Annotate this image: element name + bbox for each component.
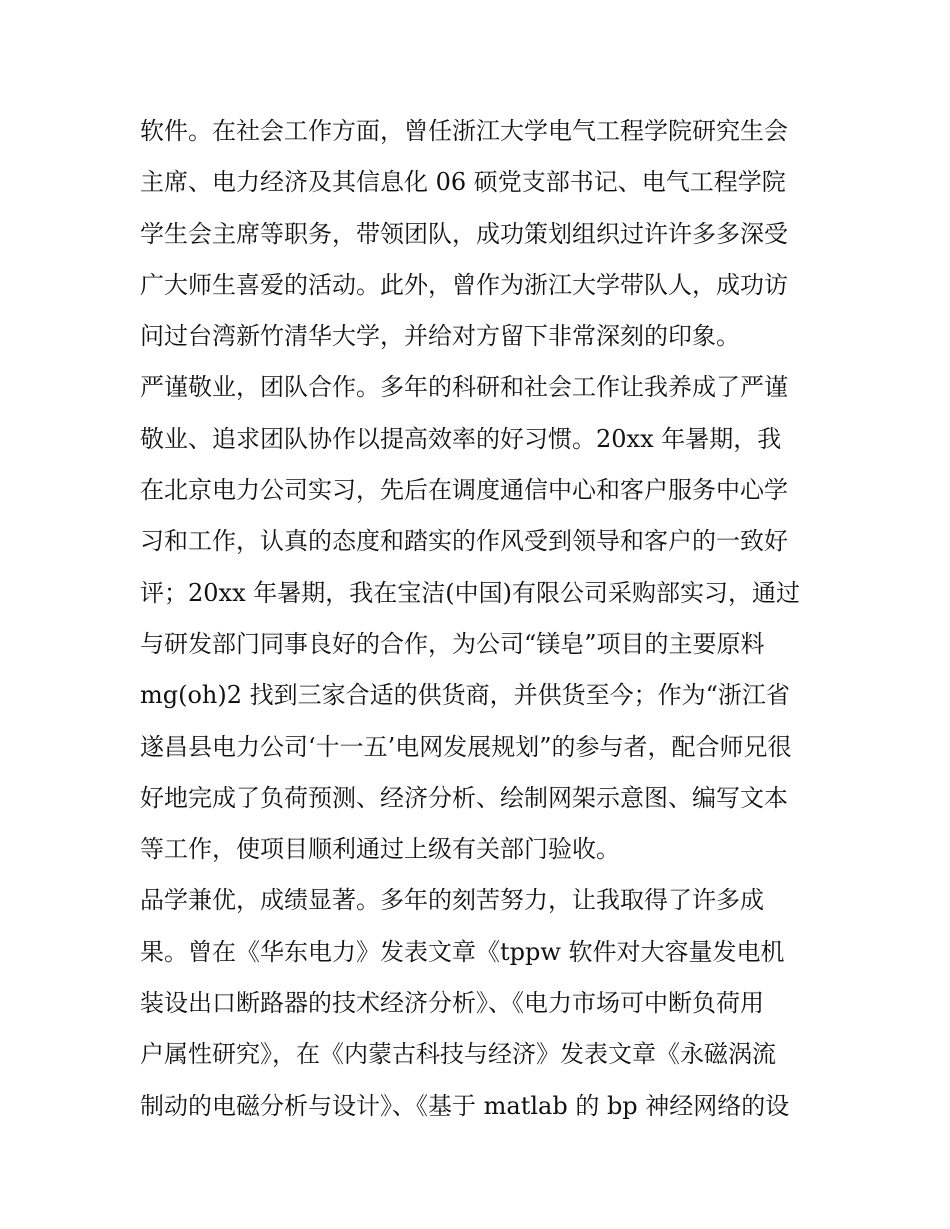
text-line: 主席、电力经济及其信息化 06 硕党支部书记、电气工程学院 [140, 168, 786, 197]
text-line: 品学兼优，成绩显著。多年的刻苦努力，让我取得了许多成 [140, 886, 764, 915]
text-line: 严谨敬业，团队合作。多年的科研和社会工作让我养成了严谨 [140, 373, 788, 402]
text-line: 户属性研究》，在《内蒙古科技与经济》发表文章《永磁涡流 [140, 1040, 776, 1069]
text-line: 软件。在社会工作方面，曾任浙江大学电气工程学院研究生会 [140, 117, 788, 145]
text-line: 装设出口断路器的技术经济分析》、《电力市场可中断负荷用 [140, 989, 764, 1018]
text-line: 学生会主席等职务，带领团队，成功策划组织过许许多多深受 [140, 219, 788, 248]
text-line: mg(oh)2 找到三家合适的供货商，并供货至今；作为“浙江省 [140, 681, 790, 710]
text-line: 等工作，使项目顺利通过上级有关部门验收。 [140, 835, 620, 864]
text-line: 在北京电力公司实习，先后在调度通信中心和客户服务中心学 [140, 476, 788, 505]
text-line: 评；20xx 年暑期，我在宝洁(中国)有限公司采购部实习，通过 [140, 578, 800, 607]
text-line: 好地完成了负荷预测、经济分析、绘制网架示意图、编写文本 [140, 783, 788, 812]
text-line: 习和工作，认真的态度和踏实的作风受到领导和客户的一致好 [140, 527, 788, 556]
text-line: 广大师生喜爱的活动。此外，曾作为浙江大学带队人，成功访 [140, 270, 788, 299]
text-line: 遂昌县电力公司‘十一五’电网发展规划”的参与者，配合师兄很 [140, 732, 792, 761]
document-body [140, 106, 815, 1132]
text-line: 果。曾在《华东电力》发表文章《tppw 软件对大容量发电机 [140, 937, 785, 966]
text-line: 制动的电磁分析与设计》、《基于 matlab 的 bp 神经网络的设 [140, 1091, 790, 1120]
text-line: 敬业、追求团队协作以提高效率的好习惯。20xx 年暑期，我 [140, 424, 782, 453]
text-line: 与研发部门同事良好的合作，为公司“镁皂”项目的主要原料 [140, 629, 765, 658]
text-line: 问过台湾新竹清华大学，并给对方留下非常深刻的印象。 [140, 322, 740, 351]
